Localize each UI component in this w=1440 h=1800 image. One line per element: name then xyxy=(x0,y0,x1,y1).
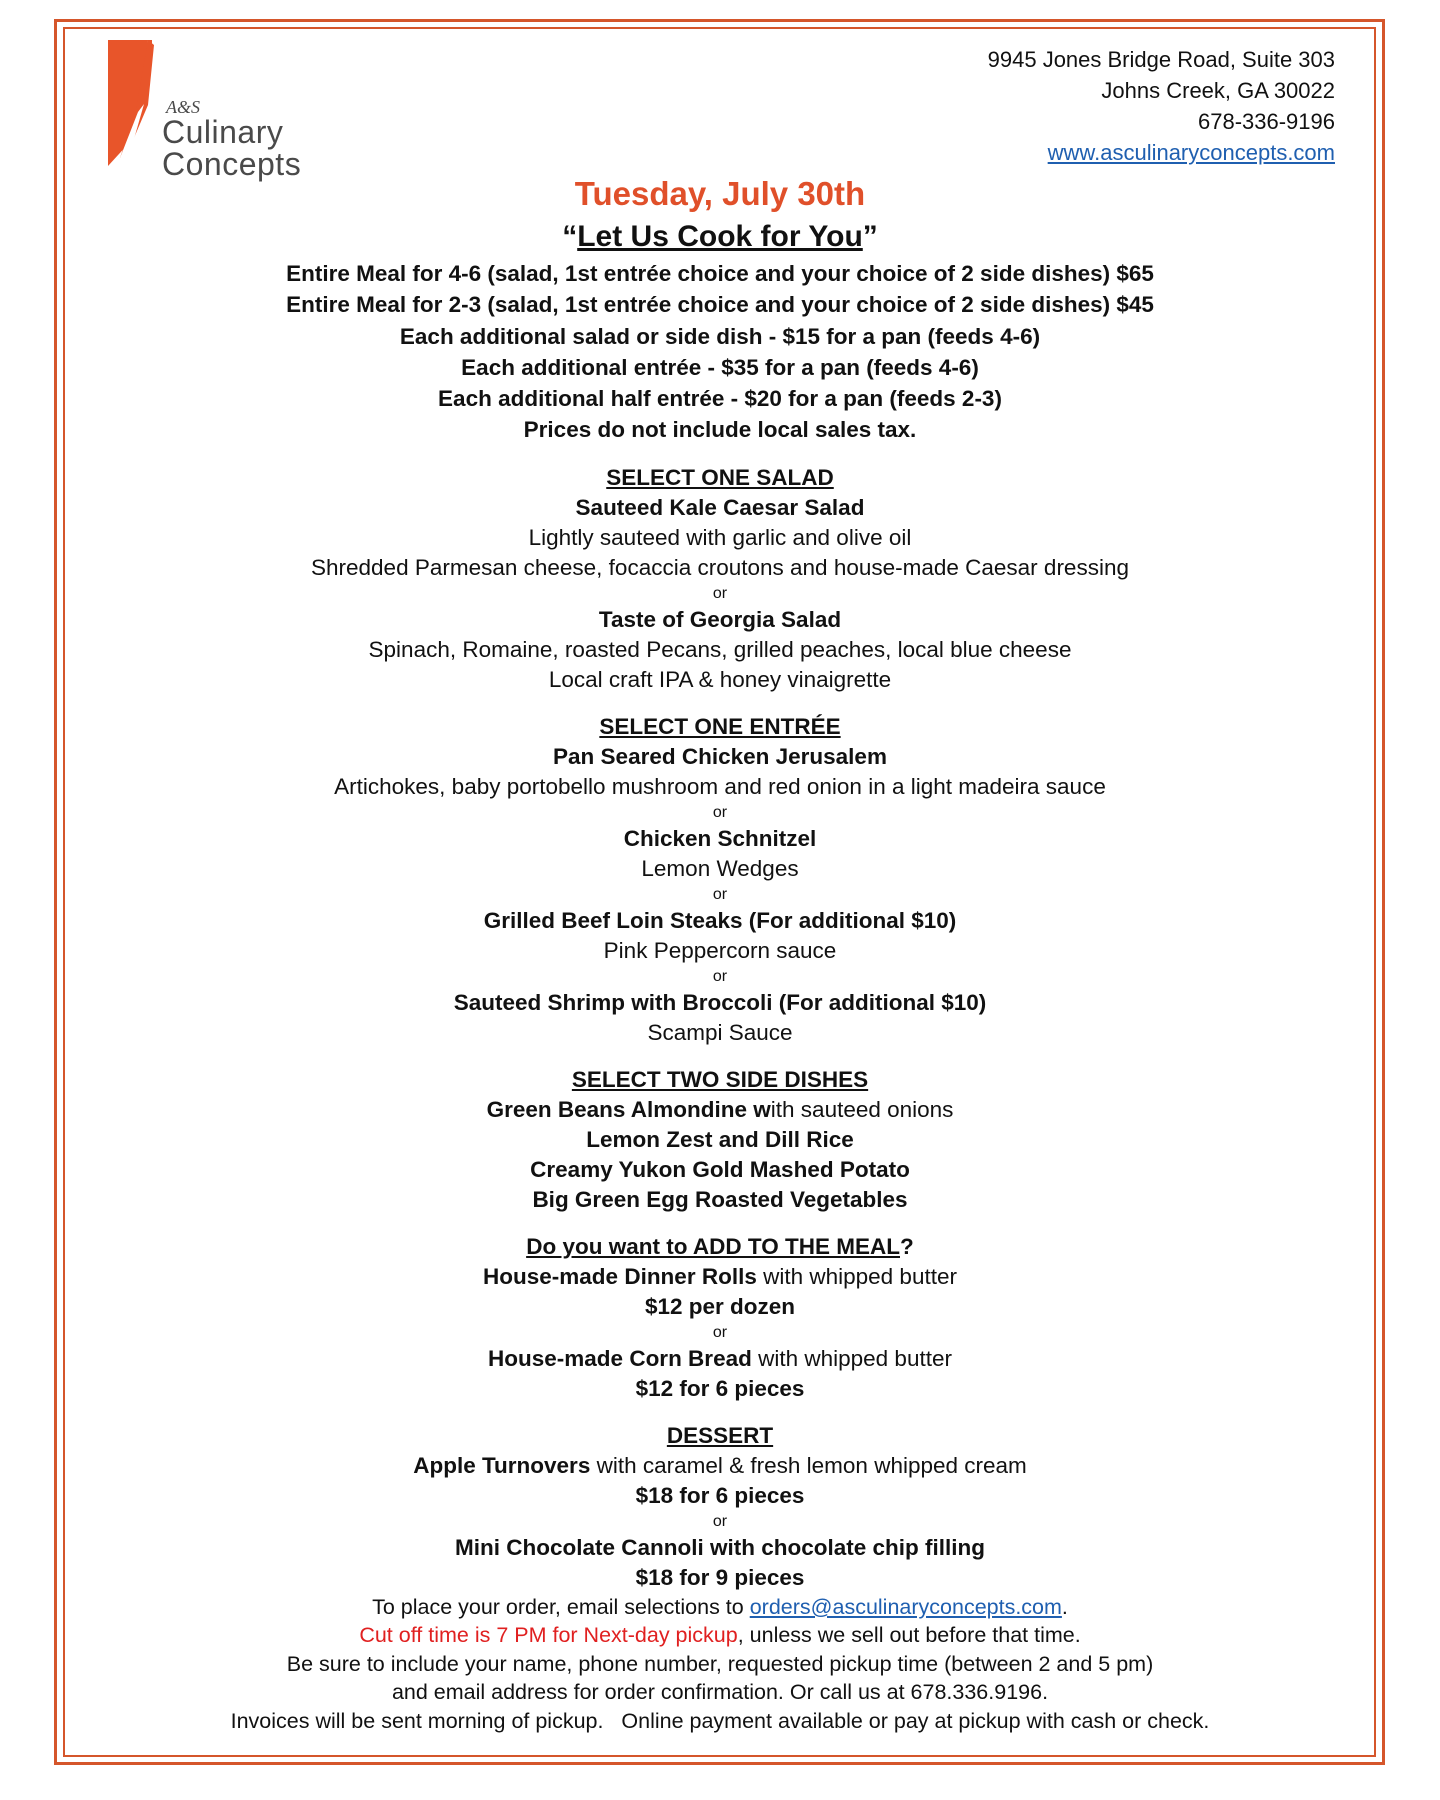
invoice-line: Invoices will be sent morning of pickup. Online payment available or pay at pickup with cash or check. xyxy=(230,1708,1210,1733)
menu-content xyxy=(70,172,1370,1735)
addon-detail: with whipped butter xyxy=(756,1263,957,1289)
pricing-line: Prices do not include local sales tax. xyxy=(523,417,917,443)
dessert-price: $18 for 9 pieces xyxy=(635,1564,805,1590)
pricing-line: Each additional salad or side dish - $15 for a pan (feeds 4-6) xyxy=(399,323,1041,349)
entree-option-desc: Artichokes, baby portobello mushroom and red onion in a light madeira sauce xyxy=(334,773,1106,799)
dessert-detail: with caramel & fresh lemon whipped cream xyxy=(590,1452,1027,1478)
pricing-line: Each additional half entrée - $20 for a pan (feeds 2-3) xyxy=(438,386,1002,412)
order-suffix: . xyxy=(1061,1594,1068,1619)
side-dish-item: Big Green Egg Roasted Vegetables xyxy=(532,1186,908,1212)
logo-line2: Concepts xyxy=(162,146,302,182)
entree-option-name: Sauteed Shrimp with Broccoli (For additional $10) xyxy=(453,989,987,1015)
entree-heading: SELECT ONE ENTRÉE xyxy=(599,713,841,739)
addon-detail: with whipped butter xyxy=(751,1345,952,1371)
dessert-item: Mini Chocolate Cannoli with chocolate chip filling xyxy=(454,1534,985,1560)
or-separator: or xyxy=(712,584,728,602)
tagline-close-quote: ” xyxy=(862,220,878,253)
sides-heading: SELECT TWO SIDE DISHES xyxy=(571,1066,869,1092)
address-block xyxy=(988,44,1335,168)
side-dish-name: Green Beans Almondine w xyxy=(486,1096,771,1122)
entree-option-name: Grilled Beef Loin Steaks (For additional $10) xyxy=(483,907,957,933)
dessert-heading: DESSERT xyxy=(666,1422,774,1448)
instructions-line: and email address for order confirmation. Or call us at 678.336.9196. xyxy=(391,1680,1049,1705)
menu-date: Tuesday, July 30th xyxy=(574,175,866,212)
entree-option-desc: Pink Peppercorn sauce xyxy=(603,937,837,963)
side-dish-item: Creamy Yukon Gold Mashed Potato xyxy=(530,1156,910,1182)
addons-heading-question: ? xyxy=(899,1233,914,1259)
order-email-link[interactable]: orders@asculinaryconcepts.com xyxy=(749,1594,1062,1619)
tagline-text: Let Us Cook for You xyxy=(577,220,863,253)
pricing-line: Entire Meal for 4-6 (salad, 1st entrée choice and your choice of 2 side dishes) $65 xyxy=(286,261,1154,286)
salad-heading: SELECT ONE SALAD xyxy=(606,464,834,490)
dessert-name: Apple Turnovers xyxy=(413,1452,591,1478)
addon-name: House-made Dinner Rolls xyxy=(483,1263,757,1289)
entree-option-name: Pan Seared Chicken Jerusalem xyxy=(553,743,887,769)
salad-option-desc: Shredded Parmesan cheese, focaccia croutons and house-made Caesar dressing xyxy=(311,554,1129,580)
cutoff-notice: Cut off time is 7 PM for Next-day pickup xyxy=(359,1623,738,1648)
menu-tagline xyxy=(70,216,1370,258)
salad-option-desc: Spinach, Romaine, roasted Pecans, grilled peaches, local blue cheese xyxy=(368,636,1072,662)
entree-option-desc: Lemon Wedges xyxy=(641,855,799,881)
address-phone: 678-336-9196 xyxy=(1197,109,1335,134)
addon-item xyxy=(70,1344,1370,1374)
logo-line1: Culinary xyxy=(162,114,284,150)
or-separator: or xyxy=(712,967,728,985)
logo-wordmark xyxy=(162,98,301,180)
website-link[interactable]: www.asculinaryconcepts.com xyxy=(1047,140,1335,165)
side-dish-detail: ith sauteed onions xyxy=(770,1096,954,1122)
or-separator: or xyxy=(712,1512,728,1530)
addons-heading xyxy=(70,1231,1370,1262)
pricing-block xyxy=(70,258,1370,446)
cutoff-rest: , unless we sell out before that time. xyxy=(737,1623,1081,1648)
addon-item xyxy=(70,1262,1370,1292)
addon-price: $12 per dozen xyxy=(644,1293,796,1319)
salad-option-name: Taste of Georgia Salad xyxy=(598,606,842,632)
or-separator: or xyxy=(712,885,728,903)
cutoff-line xyxy=(70,1621,1370,1650)
logo-small-text: A&S xyxy=(166,97,200,117)
or-separator: or xyxy=(712,803,728,821)
address-city: Johns Creek, GA 30022 xyxy=(1101,78,1335,103)
pricing-line: Entire Meal for 2-3 (salad, 1st entrée choice and your choice of 2 side dishes) $45 xyxy=(286,292,1154,318)
addon-name: House-made Corn Bread xyxy=(488,1345,752,1371)
salad-option-name: Sauteed Kale Caesar Salad xyxy=(575,494,865,520)
salad-option-desc: Lightly sauteed with garlic and olive oil xyxy=(528,524,912,550)
tagline-open-quote: “ xyxy=(562,220,578,253)
salad-option-desc: Local craft IPA & honey vinaigrette xyxy=(548,666,892,692)
side-dish-item xyxy=(70,1095,1370,1125)
dessert-price: $18 for 6 pieces xyxy=(635,1482,805,1508)
instructions-line: Be sure to include your name, phone number, requested pickup time (between 2 and 5 pm) xyxy=(286,1651,1154,1676)
address-street: 9945 Jones Bridge Road, Suite 303 xyxy=(987,47,1335,72)
order-line xyxy=(70,1593,1370,1622)
entree-option-name: Chicken Schnitzel xyxy=(623,825,817,851)
addon-price: $12 for 6 pieces xyxy=(635,1375,805,1401)
pricing-line: Each additional entrée - $35 for a pan (feeds 4-6) xyxy=(461,354,979,380)
entree-option-desc: Scampi Sauce xyxy=(647,1019,793,1045)
side-dish-item: Lemon Zest and Dill Rice xyxy=(586,1126,854,1152)
order-prefix: To place your order, email selections to xyxy=(372,1594,750,1619)
order-instructions xyxy=(70,1593,1370,1736)
dessert-item xyxy=(70,1451,1370,1481)
addons-heading-text: Do you want to ADD TO THE MEAL xyxy=(526,1233,900,1259)
or-separator: or xyxy=(712,1323,728,1341)
